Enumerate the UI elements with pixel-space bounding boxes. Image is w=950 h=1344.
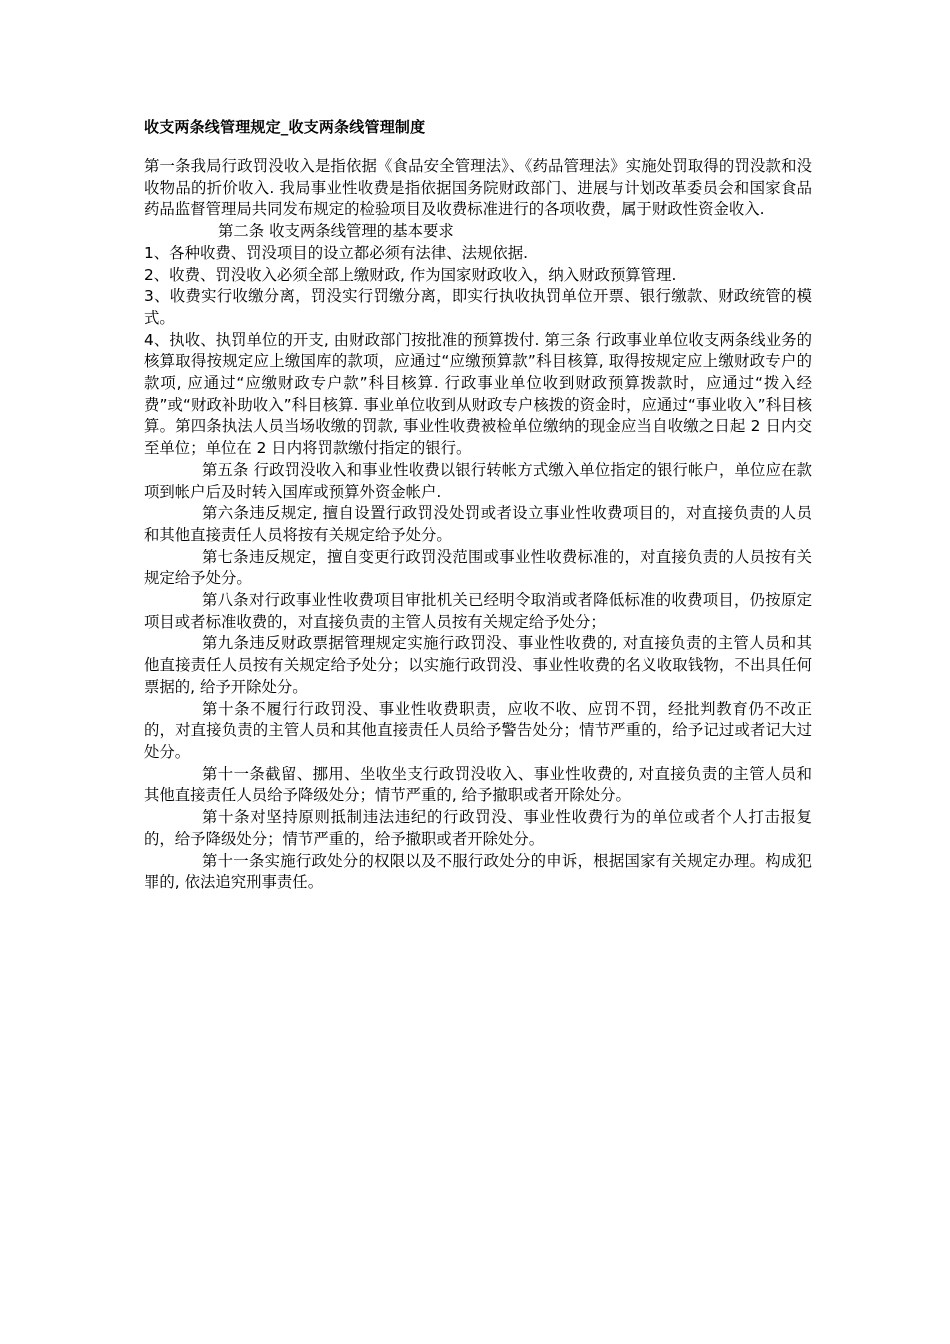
article-1-paragraph: 第一条我局行政罚没收入是指依据《食品安全管理法》、《药品管理法》实施处罚取得的罚没款和没收物品的折价收入. 我局事业性收费是指依据国务院财政部门、进展与计划改革委员会和国家食品药品监督管理局共同发布规定的检验项目及收费标准进行的各项收费，属于财政性资金收入. xyxy=(144,157,812,219)
article-11-paragraph: 第十一条截留、挪用、坐收坐支行政罚没收入、事业性收费的, 对直接负责的主管人员和其他直接责任人员给予降级处分；情节严重的, 给予撤职或者开除处分。 xyxy=(144,764,812,805)
requirement-item-4: 4、执收、执罚单位的开支, 由财政部门按批准的预算拨付. 第三条 行政事业单位收支两条线业务的核算取得按规定应上缴国库的款项，应通过“应缴预算款”科目核算, 取得按规定应上缴财政专户的款项, 应通过“应缴财政专户款”科目核算. 行政事业单位收到财政预算拨款时，应通过“拨入经费”或“财政补助收入”科目核算. 事业单位收到从财政专户核拨的资金时，应通过“事业收入”科目核算。第四条执法人员当场收缴的罚款, 事业性收费被检单位缴纳的现金应当自收缴之日起 2 日内交至单位；单位在 2 日内将罚款缴付指定的银行。 xyxy=(144,330,812,458)
requirement-item-2: 2、收费、罚没收入必须全部上缴财政, 作为国家财政收入，纳入财政预算管理. xyxy=(144,265,677,284)
document-title: 收支两条线管理规定_收支两条线管理制度 xyxy=(144,118,426,136)
article-5-paragraph: 第五条 行政罚没收入和事业性收费以银行转帐方式缴入单位指定的银行帐户，单位应在款项到帐户后及时转入国库或预算外资金帐户. xyxy=(144,460,812,501)
document-body xyxy=(144,116,812,894)
article-8-paragraph: 第八条对行政事业性收费项目审批机关已经明令取消或者降低标准的收费项目，仍按原定项目或者标准收费的，对直接负责的主管人员按有关规定给予处分； xyxy=(144,591,812,631)
article-2-heading: 第二条 收支两条线管理的基本要求 xyxy=(218,222,454,241)
article-6-paragraph: 第六条违反规定, 擅自设置行政罚没处罚或者设立事业性收费项目的，对直接负责的人员和其他直接责任人员将按有关规定给予处分。 xyxy=(144,504,812,544)
article-10b-paragraph: 第十条对坚持原则抵制违法违纪的行政罚没、事业性收费行为的单位或者个人打击报复的，给予降级处分；情节严重的，给予撤职或者开除处分。 xyxy=(144,808,812,848)
article-9-paragraph: 第九条违反财政票据管理规定实施行政罚没、事业性收费的, 对直接负责的主管人员和其他直接责任人员按有关规定给予处分；以实施行政罚没、事业性收费的名义收取钱物，不出具任何票据的, 给予开除处分。 xyxy=(144,634,812,696)
requirement-item-1: 1、各种收费、罚没项目的设立都必须有法律、法规依据. xyxy=(144,243,529,262)
article-11b-paragraph: 第十一条实施行政处分的权限以及不服行政处分的申诉，根据国家有关规定办理。构成犯罪的, 依法追究刑事责任。 xyxy=(144,851,812,892)
requirement-item-3: 3、收费实行收缴分离，罚没实行罚缴分离，即实行执收执罚单位开票、银行缴款、财政统管的模式。 xyxy=(144,287,812,327)
article-7-paragraph: 第七条违反规定，擅自变更行政罚没范围或事业性收费标准的，对直接负责的人员按有关规定给予处分。 xyxy=(144,547,812,588)
article-10-paragraph: 第十条不履行行政罚没、事业性收费职责，应收不收、应罚不罚，经批判教育仍不改正的，对直接负责的主管人员和其他直接责任人员给予警告处分；情节严重的，给予记过或者记大过处分。 xyxy=(144,699,812,761)
